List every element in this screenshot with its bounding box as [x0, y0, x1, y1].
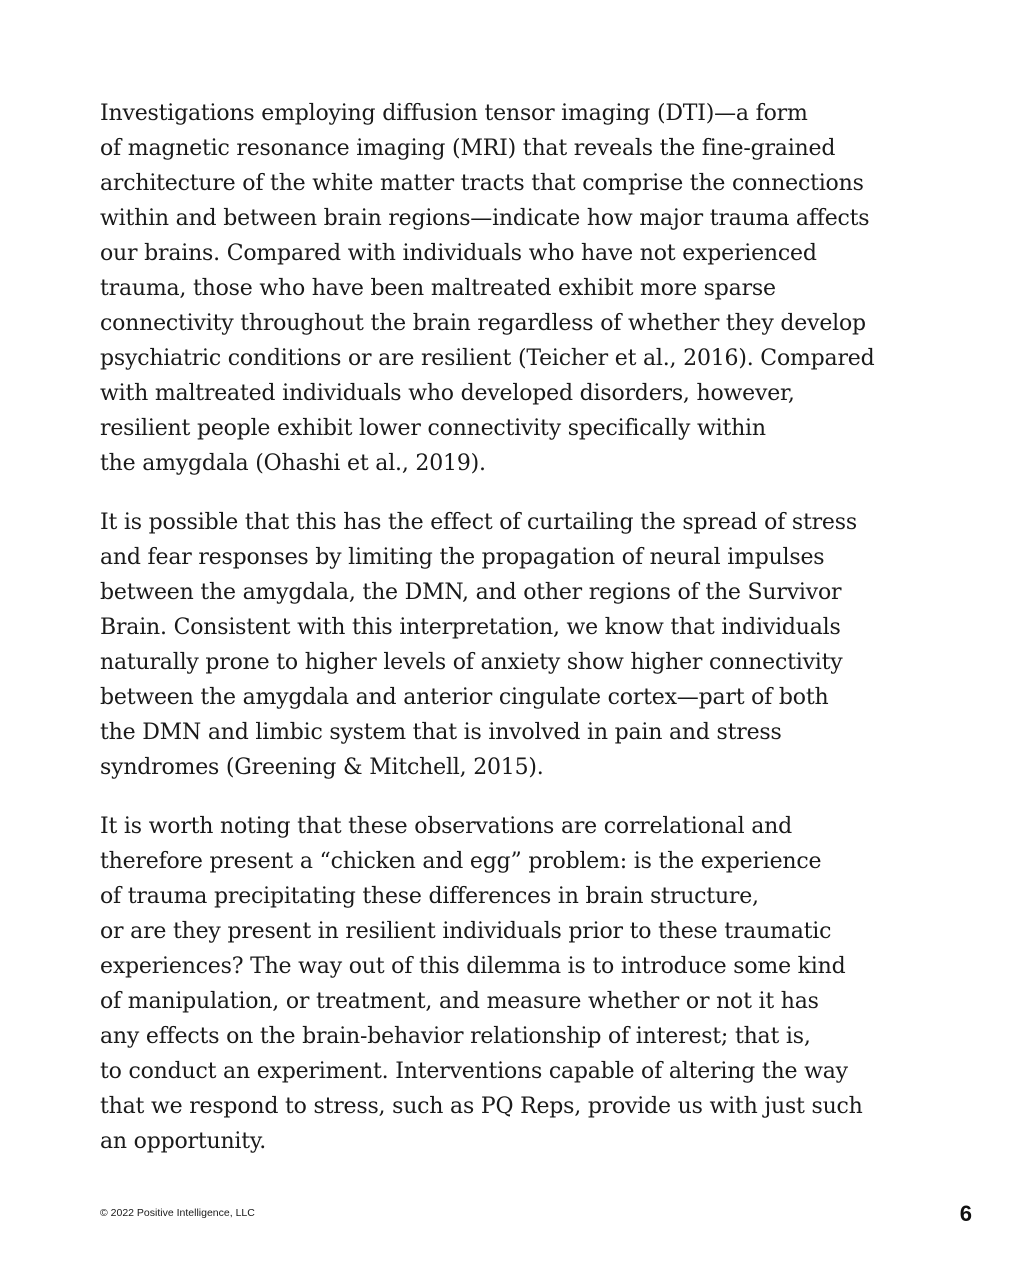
text-line: therefore present a “chicken and egg” problem: is the experience [100, 849, 822, 874]
text-line: resilient people exhibit lower connectivity specifically within [100, 416, 766, 441]
text-line: that we respond to stress, such as PQ Reps, provide us with just such [100, 1094, 863, 1119]
text-line: psychiatric conditions or are resilient (Teicher et al., 2016). Compared [100, 346, 875, 371]
text-line: our brains. Compared with individuals who have not experienced [100, 241, 817, 266]
text-line: Brain. Consistent with this interpretation, we know that individuals [100, 615, 841, 640]
footer-copyright: © 2022 Positive Intelligence, LLC [100, 1207, 255, 1219]
text-line: between the amygdala, the DMN, and other regions of the Survivor [100, 580, 842, 605]
text-line: of trauma precipitating these differences in brain structure, [100, 884, 759, 909]
text-line: the DMN and limbic system that is involved in pain and stress [100, 720, 782, 745]
paragraph-correlational-note [100, 809, 900, 1159]
text-line: architecture of the white matter tracts that comprise the connections [100, 171, 864, 196]
text-line: syndromes (Greening & Mitchell, 2015). [100, 755, 544, 780]
text-line: of magnetic resonance imaging (MRI) that reveals the fine-grained [100, 136, 836, 161]
text-line: naturally prone to higher levels of anxiety show higher connectivity [100, 650, 843, 675]
body-text [100, 96, 900, 1183]
text-line: It is worth noting that these observations are correlational and [100, 814, 792, 839]
text-line: connectivity throughout the brain regardless of whether they develop [100, 311, 866, 336]
paragraph-dti-trauma [100, 96, 900, 481]
text-line: to conduct an experiment. Interventions capable of altering the way [100, 1059, 848, 1084]
text-line: Investigations employing diffusion tensor imaging (DTI)—a form [100, 101, 808, 126]
text-line: or are they present in resilient individuals prior to these traumatic [100, 919, 832, 944]
paragraph-amygdala-connectivity [100, 505, 900, 785]
text-line: an opportunity. [100, 1129, 267, 1154]
text-line: with maltreated individuals who developed disorders, however, [100, 381, 795, 406]
text-line: and fear responses by limiting the propagation of neural impulses [100, 545, 825, 570]
text-line: the amygdala (Ohashi et al., 2019). [100, 451, 486, 476]
text-line: between the amygdala and anterior cingulate cortex—part of both [100, 685, 829, 710]
text-line: trauma, those who have been maltreated exhibit more sparse [100, 276, 776, 301]
text-line: experiences? The way out of this dilemma is to introduce some kind [100, 954, 846, 979]
page-number: 6 [959, 1201, 972, 1226]
text-line: It is possible that this has the effect of curtailing the spread of stress [100, 510, 857, 535]
text-line: within and between brain regions—indicate how major trauma affects [100, 206, 870, 231]
text-line: of manipulation, or treatment, and measure whether or not it has [100, 989, 819, 1014]
text-line: any effects on the brain-behavior relationship of interest; that is, [100, 1024, 811, 1049]
